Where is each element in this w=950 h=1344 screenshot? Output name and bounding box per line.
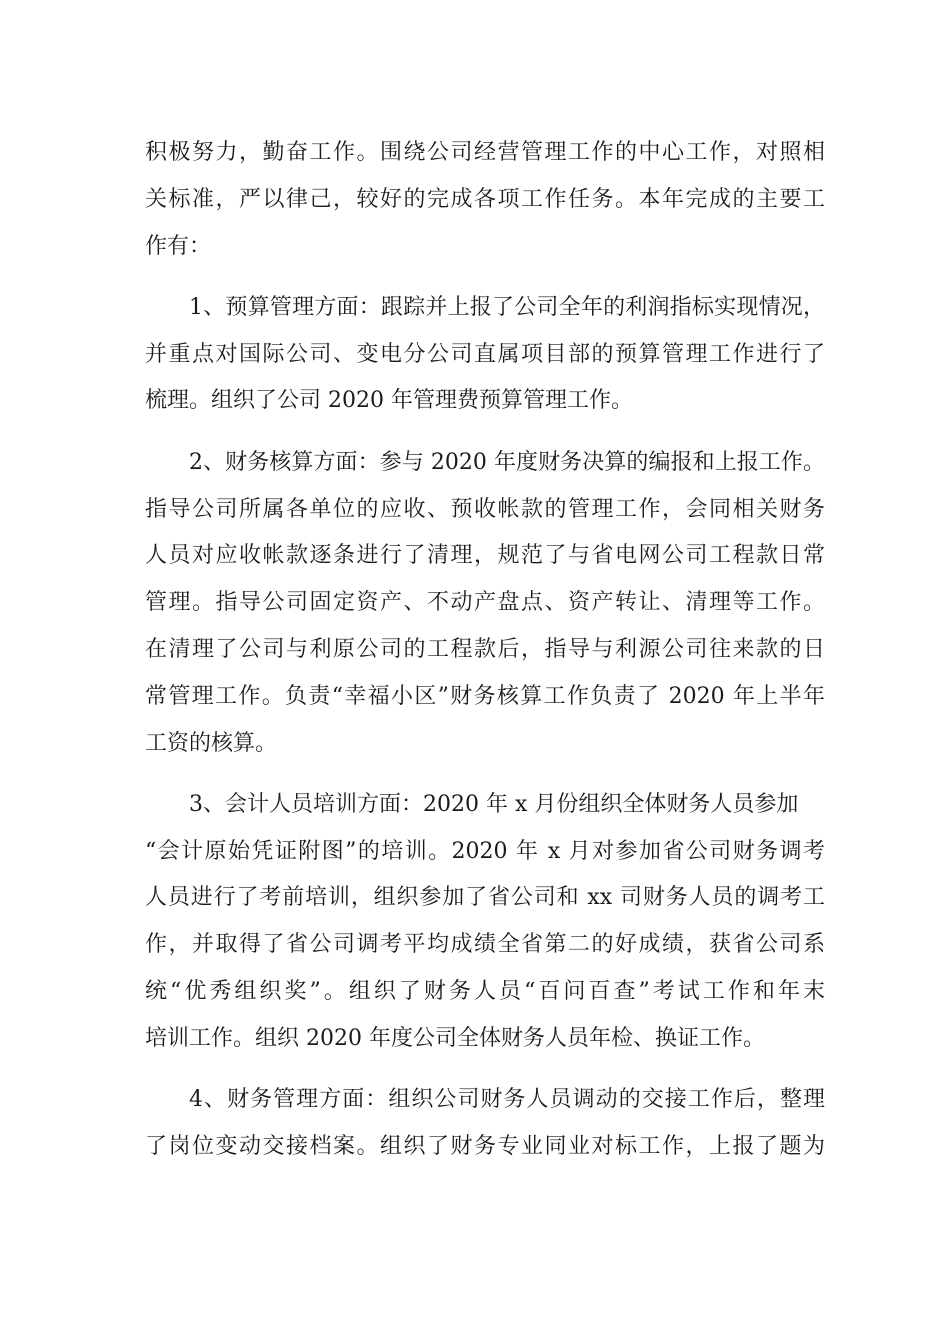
paragraph-line: 4、财务管理方面：组织公司财务人员调动的交接工作后，整理 [189,1087,825,1113]
paragraph-line: 3、会计人员培训方面：2020 年 x 月份组织全体财务人员参加 [189,791,799,817]
paragraph-line: 关标准，严以律己，较好的完成各项工作任务。本年完成的主要工 [145,186,825,212]
paragraph-financial-accounting [145,440,825,768]
paragraph-line: 培训工作。组织 2020 年度公司全体财务人员年检、换证工作。 [145,1025,765,1051]
paragraph-line: 人员对应收帐款逐条进行了清理，规范了与省电网公司工程款日常 [145,543,825,569]
paragraph-line: 了岗位变动交接档案。组织了财务专业同业对标工作，上报了题为 [145,1133,825,1159]
paragraph-line: 常管理工作。负责“幸福小区”财务核算工作负责了 2020 年上半年 [145,683,825,709]
paragraph-line: 作，并取得了省公司调考平均成绩全省第二的好成绩，获省公司系 [145,932,825,958]
paragraph-line: 并重点对国际公司、变电分公司直属项目部的预算管理工作进行了 [145,341,825,367]
paragraph-line: 工资的核算。 [145,730,278,756]
paragraph-budget-management [145,285,825,425]
paragraph-intro [145,130,825,270]
paragraph-line: 2、财务核算方面：参与 2020 年度财务决算的编报和上报工作。 [189,449,825,475]
paragraph-line: 积极努力，勤奋工作。围绕公司经营管理工作的中心工作，对照相 [145,140,825,165]
paragraph-financial-management [145,1077,825,1171]
paragraph-line: 统“优秀组织奖”。组织了财务人员“百问百查”考试工作和年末 [145,979,825,1005]
document-body [145,130,825,1171]
paragraph-line: 1、预算管理方面：跟踪并上报了公司全年的利润指标实现情况， [189,294,825,320]
paragraph-line: 在清理了公司与利原公司的工程款后，指导与利源公司往来款的日 [145,636,825,662]
paragraph-line: 梳理。组织了公司 2020 年管理费预算管理工作。 [145,388,633,414]
paragraph-line: 人员进行了考前培训，组织参加了省公司和 xx 司财务人员的调考工 [145,885,825,911]
paragraph-line: 指导公司所属各单位的应收、预收帐款的管理工作，会同相关财务 [145,496,825,522]
paragraph-accountant-training [145,782,825,1063]
paragraph-line: 管理。指导公司固定资产、不动产盘点、资产转让、清理等工作。 [145,590,825,616]
paragraph-line: 作有： [145,233,212,259]
paragraph-line: “会计原始凭证附图”的培训。2020 年 x 月对参加省公司财务调考 [145,838,825,864]
